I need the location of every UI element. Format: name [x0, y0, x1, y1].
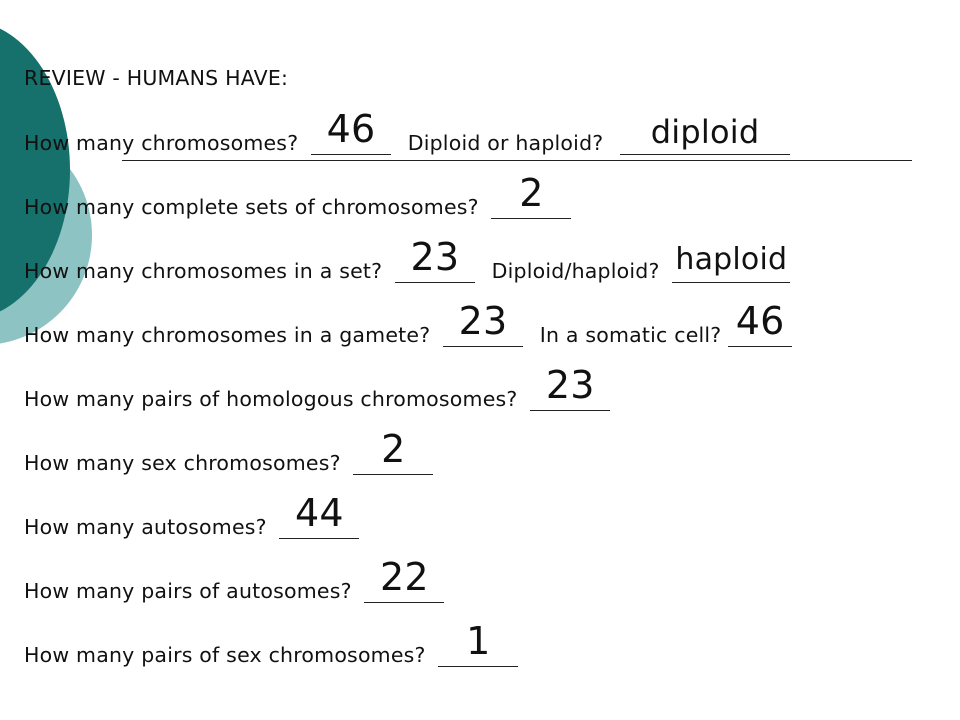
answer-homologous-pairs: 23 [545, 363, 595, 407]
question-row-5 [24, 363, 610, 411]
answer-sex-chromosome-pairs: 1 [466, 619, 491, 663]
answer-blank-homologous-pairs [530, 363, 610, 411]
question-row-2 [24, 171, 571, 219]
answer-blank-sex-chromosomes [353, 427, 433, 475]
answer-blank-sex-chromosome-pairs [438, 619, 518, 667]
answer-blank-chromosomes [311, 107, 391, 155]
question-row-8 [24, 555, 444, 603]
answer-blank-chromosomes-in-gamete [443, 299, 523, 347]
question-row-3 [24, 235, 790, 283]
question-autosome-pairs: How many pairs of autosomes? [24, 579, 352, 603]
question-sex-chromosome-pairs: How many pairs of sex chromosomes? [24, 643, 426, 667]
question-autosomes: How many autosomes? [24, 515, 267, 539]
answer-complete-sets: 2 [519, 171, 544, 215]
answer-blank-chromosomes-in-set [395, 235, 475, 283]
question-row-7 [24, 491, 359, 539]
answer-blank-diploid-or-haploid [620, 113, 790, 155]
question-homologous-pairs: How many pairs of homologous chromosomes? [24, 387, 518, 411]
answer-sex-chromosomes: 2 [381, 427, 406, 471]
question-chromosomes: How many chromosomes? [24, 131, 299, 155]
question-diploid-or-haploid: Diploid or haploid? [407, 131, 604, 155]
answer-somatic-cell: 46 [735, 299, 785, 343]
answer-blank-somatic-cell [728, 299, 792, 347]
answer-diploid-or-haploid: diploid [650, 113, 760, 151]
question-row-4 [24, 299, 792, 347]
answer-diploid-haploid: haploid [675, 242, 788, 277]
question-diploid-haploid: Diploid/haploid? [491, 259, 660, 283]
answer-blank-diploid-haploid [672, 242, 790, 283]
question-somatic-cell: In a somatic cell? [539, 323, 722, 347]
answer-autosomes: 44 [295, 491, 344, 535]
answer-blank-autosome-pairs [364, 555, 444, 603]
question-row-1 [24, 107, 790, 155]
worksheet-title: REVIEW - HUMANS HAVE: [24, 66, 289, 90]
answer-chromosomes-in-gamete: 23 [458, 299, 508, 343]
answer-blank-autosomes [279, 491, 359, 539]
row-underline [122, 160, 912, 161]
question-row-6 [24, 427, 433, 475]
answer-chromosomes: 46 [326, 107, 376, 151]
answer-chromosomes-in-set: 23 [410, 235, 460, 279]
answer-blank-complete-sets [491, 171, 571, 219]
question-chromosomes-in-set: How many chromosomes in a set? [24, 259, 383, 283]
question-complete-sets: How many complete sets of chromosomes? [24, 195, 479, 219]
answer-autosome-pairs: 22 [380, 555, 429, 599]
question-sex-chromosomes: How many sex chromosomes? [24, 451, 341, 475]
question-chromosomes-in-gamete: How many chromosomes in a gamete? [24, 323, 431, 347]
question-row-9 [24, 619, 518, 667]
